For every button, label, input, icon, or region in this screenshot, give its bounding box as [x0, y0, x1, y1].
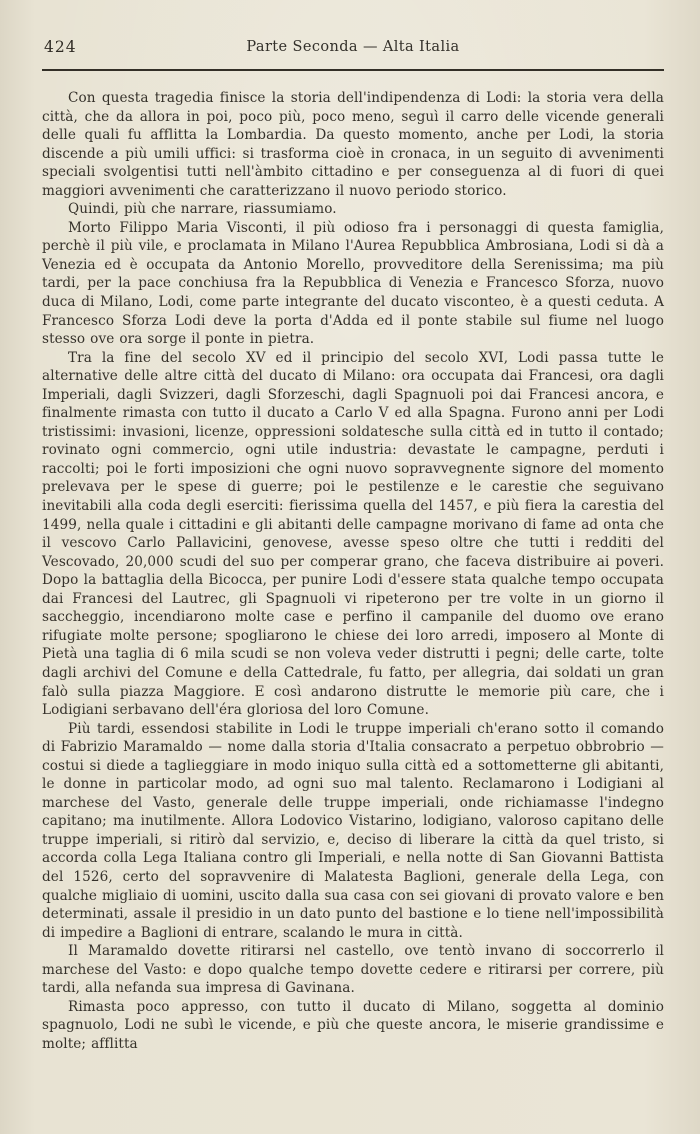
running-title: Parte Seconda — Alta Italia [246, 39, 460, 55]
paragraph-7: Rimasta poco appresso, con tutto il ducato di Milano, soggetta al dominio spagnuolo, Lodi ne subì le vicende, e più che queste ancora, le miserie grandissime e molte; afflitta [42, 998, 664, 1052]
paragraph-3: Morto Filippo Maria Visconti, il più odioso fra i personaggi di questa famiglia, perchè il più vile, e proclamata in Milano l'Aurea Repubblica Ambrosiana, Lodi si dà a Venezia ed è occupata da Antonio Morello, provveditore della Serenissima; ma più tardi, per la pace conchiusa fra la Repubblica di Venezia e Francesco Sforza, nuovo duca di Milano, Lodi, come parte integrante del ducato visconteo, è a questi ceduta. A Francesco Sforza Lodi deve la porta d'Adda ed il ponte stabile sul fiume nel luogo stesso ove ora sorge il ponte in pietra. [42, 219, 664, 348]
paragraph-5: Più tardi, essendosi stabilite in Lodi le truppe imperiali ch'erano sotto il comando di Fabrizio Maramaldo — nome dalla storia d'Italia consacrato a perpetuo obbrobrio — costui si diede a taglieggiare in modo iniquo sulla città ed a sottometterne gli abitanti, le donne in particolar modo, ad ogni suo mal talento. Reclamarono i Lodigiani al marchese del Vasto, generale delle truppe imperiali, onde richiamasse l'indegno capitano; ma inutilmente. Allora Lodovico Vistarino, lodigiano, valoroso capitano delle truppe imperiali, si ritirò dal servizio, e, deciso di liberare la città da quel tristo, si accorda colla Lega Italiana contro gli Imperiali, e nella notte di San Giovanni Battista del 1526, certo del sopravvenire di Malatesta Baglioni, generale della Lega, con qualche migliaio di uomini, uscito dalla sua casa con sei giovani di provato valore e ben determinati, assale il presidio in un dato punto del bastione e lo tiene nell'impossibilità di impedire a Baglioni di entrare, scalando le mura in città. [42, 720, 665, 941]
paragraph-2: Quindi, più che narrare, riassumiamo. [68, 201, 337, 218]
paragraph-1: Con questa tragedia finisce la storia dell'indipendenza di Lodi: la storia vera della città, che da allora in poi, poco più, poco meno, seguì il carro delle vicende generali delle quali fu afflitta la Lombardia. Da questo momento, anche per Lodi, la storia discende a più umili uffici: si trasforma cioè in cronaca, in un seguito di avvenimenti speciali svolgentisi tutti nell'àmbito cittadino e per conseguenza al di fuori di quei maggiori avvenimenti che caratterizzano il nuovo periodo storico. [42, 90, 664, 199]
page-header [42, 38, 664, 60]
paragraph-4: Tra la fine del secolo XV ed il principio del secolo XVI, Lodi passa tutte le alternative delle altre città del ducato di Milano: ora occupata dai Francesi, ora dagli Imperiali, dagli Svizzeri, dagli Sforzeschi, dagli Spagnuoli poi dai Francesi ancora, e finalmente rimasta con tutto il ducato a Carlo V ed alla Spagna. Furono anni per Lodi tristissimi: invasioni, licenze, oppressioni soldatesche sulla città ed in tutto il contado; rovinato ogni commercio, ogni utile industria: devastate le campagne, perduti i raccolti; poi le forti imposizioni che ogni nuovo sopravvegnente signore del momento prelevava per le spese di guerre; poi le pestilenze e le carestie che seguivano inevitabili alla coda degli eserciti: fierissima quella del 1457, e più fiera la carestia del 1499, nella quale i cittadini e gli abitanti delle campagne morivano di fame ad onta che il vescovo Carlo Pallavicini, genovese, avesse speso oltre che tutti i redditi del Vescovado, 20,000 scudi del suo per comperar grano, che faceva distribuire ai poveri. Dopo la battaglia della Bicocca, per punire Lodi d'essere stata qualche tempo occupata dai Francesi del Lautrec, gli Spagnuoli vi ripeterono per tre volte in un giorno il saccheggio, incendiarono molte case e perfino il campanile del duomo ove erano rifugiate molte persone; spogliarono le chiese dei loro arredi, imposero al Monte di Pietà una taglia di 6 mila scudi se non voleva veder distrutti i pegni; delle carte, tolte dagli archivi del Comune e della Cattedrale, fu fatto, per allegria, dai soldati un gran falò sulla piazza Maggiore. E così andarono distrutte le memorie più care, che i Lodigiani serbavano dell'éra gloriosa del loro Comune. [42, 349, 664, 719]
page-body [42, 89, 664, 1053]
header-rule [42, 69, 664, 71]
page-number: 424 [44, 38, 77, 56]
paragraph-6: Il Maramaldo dovette ritirarsi nel castello, ove tentò invano di soccorrerlo il marchese del Vasto: e dopo qualche tempo dovette cedere e ritirarsi per correre, più tardi, alla nefanda sua impresa di Gavinana. [42, 943, 664, 997]
